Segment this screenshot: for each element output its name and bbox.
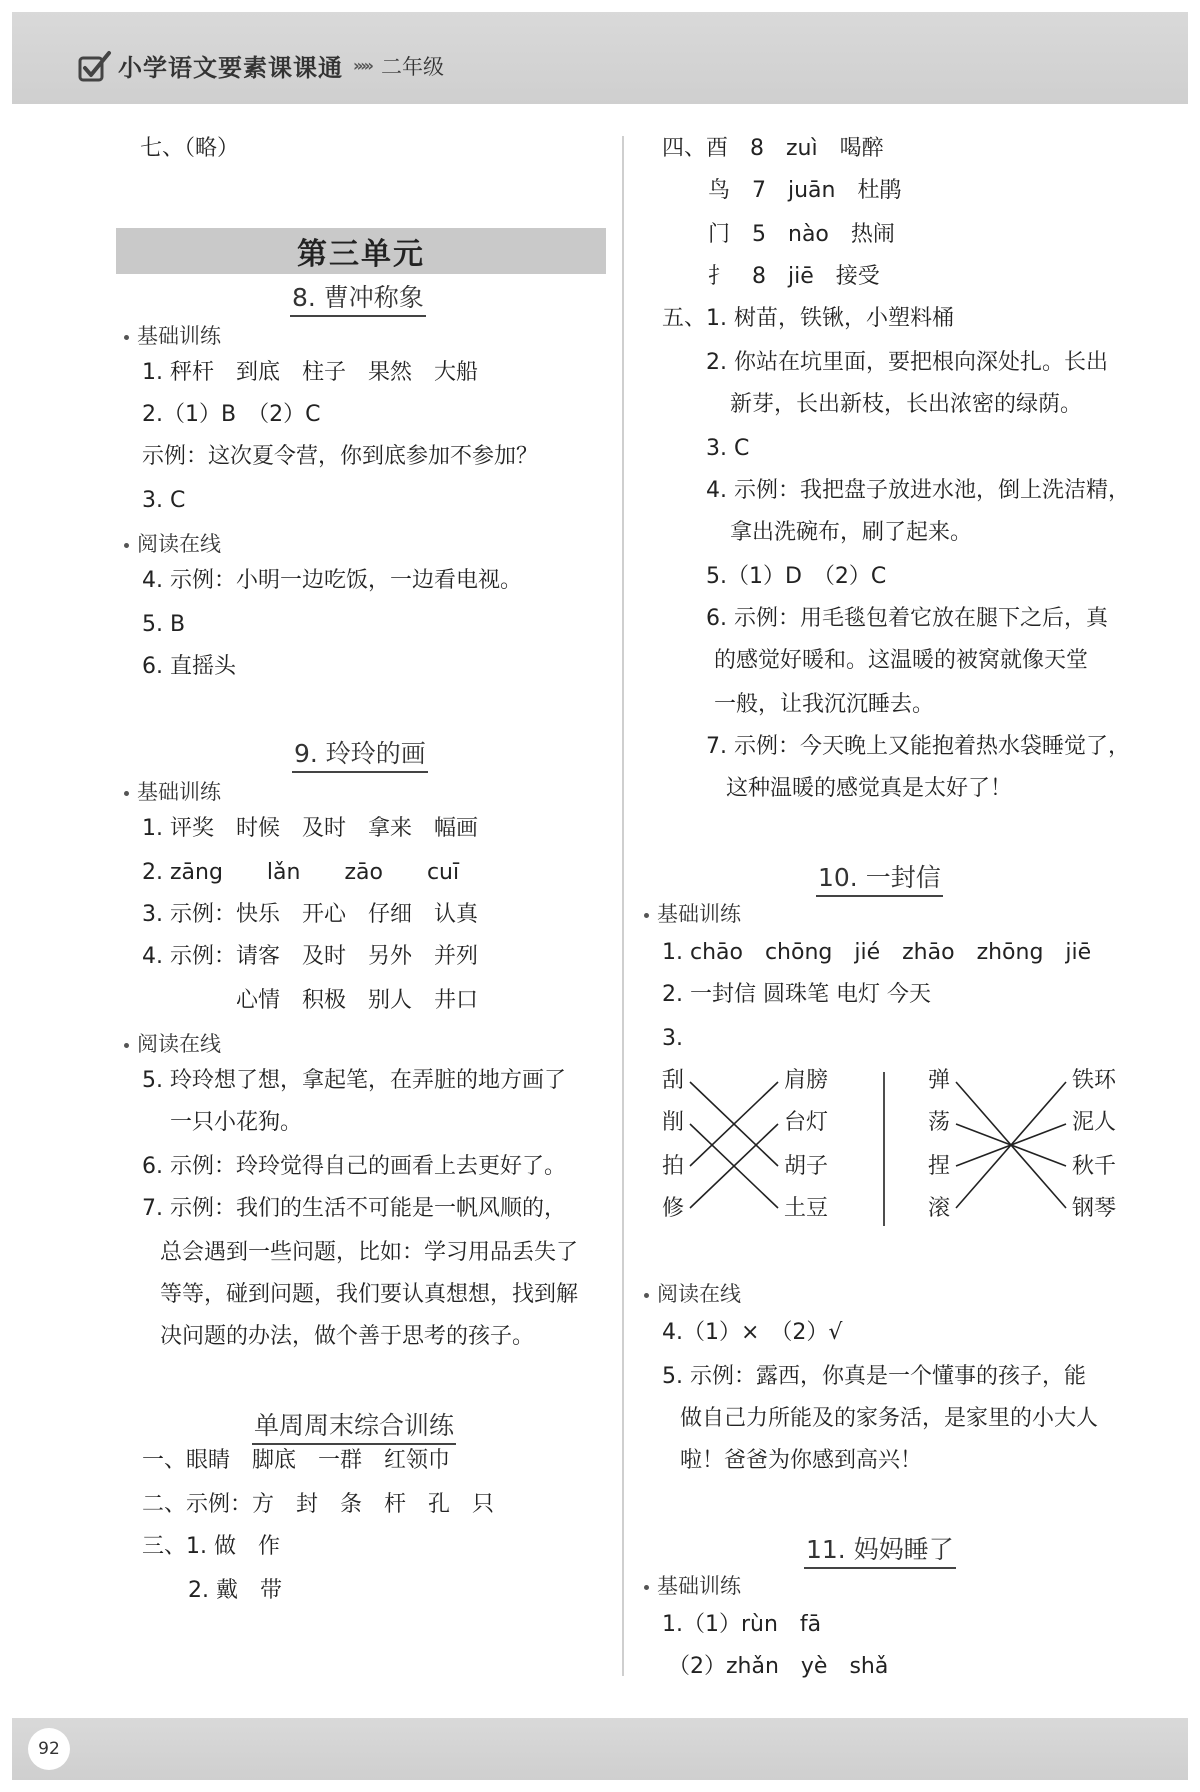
answer-line: 2. 一封信 圆珠笔 电灯 今天 <box>662 982 931 1007</box>
answer-line: 6. 直摇头 <box>142 654 236 679</box>
section-reading-online: 阅读在线 <box>644 1280 741 1308</box>
answer-line: 4. 示例：请客 及时 另外 并列 <box>142 944 478 969</box>
answer-line: 5. B <box>142 612 186 637</box>
answer-line: 6. 示例：玲玲觉得自己的画看上去更好了。 <box>142 1154 566 1179</box>
answer-line: 一只小花狗。 <box>170 1110 303 1135</box>
answer-line: 1.（1）rùn fā <box>662 1612 822 1637</box>
match-left-word: 胡子 <box>784 1154 829 1179</box>
answer-line: 啦！爸爸为你感到高兴！ <box>680 1448 923 1473</box>
answer-line: 2. 戴 带 <box>188 1578 282 1603</box>
answer-line: 扌 8 jiē 接受 <box>708 264 880 289</box>
bullet-icon <box>124 335 129 340</box>
match-right-word: 钢琴 <box>1072 1196 1117 1221</box>
answer-line: 5. 示例：露西，你真是一个懂事的孩子，能 <box>662 1364 1086 1389</box>
match-right-char: 捏 <box>928 1154 951 1179</box>
answer-line: 2. zāng lǎn zāo cuī <box>142 860 460 885</box>
answer-line: 示例：这次夏令营，你到底参加不参加？ <box>142 444 539 469</box>
column-divider <box>622 136 624 1676</box>
answer-line: 三、1. 做 作 <box>142 1534 280 1559</box>
bullet-icon <box>124 791 129 796</box>
section-basic-training: 基础训练 <box>124 778 221 806</box>
answer-line: 3. <box>662 1026 683 1051</box>
answer-line: 四、酉 8 zuì 喝醉 <box>662 136 884 161</box>
match-right-word: 铁环 <box>1072 1068 1117 1093</box>
answer-line: 心情 积极 别人 井口 <box>236 988 479 1013</box>
footer-band <box>12 1718 1188 1780</box>
lesson-10-title: 10. 一封信 <box>816 862 943 897</box>
bullet-icon <box>644 1293 649 1298</box>
section-basic-training: 基础训练 <box>124 322 221 350</box>
match-left-char: 拍 <box>662 1154 685 1179</box>
match-left-char: 刮 <box>662 1068 685 1093</box>
answer-line: 鸟 7 juān 杜鹃 <box>708 178 902 203</box>
answer-line: 3. 示例：快乐 开心 仔细 认真 <box>142 902 478 927</box>
answer-line: 五、1. 树苗，铁锹，小塑料桶 <box>662 306 954 331</box>
match-right-char: 弹 <box>928 1068 951 1093</box>
bullet-icon <box>644 1585 649 1590</box>
answer-line: 1. 评奖 时候 及时 拿来 幅画 <box>142 816 478 841</box>
answer-line: 拿出洗碗布，刷了起来。 <box>730 520 973 545</box>
lesson-9-title: 9. 玲玲的画 <box>292 738 428 773</box>
section-basic-training: 基础训练 <box>644 900 741 928</box>
answer-q7: 七、（略） <box>140 136 240 161</box>
answer-line: （2）zhǎn yè shǎ <box>668 1654 889 1679</box>
match-right-word: 泥人 <box>1072 1110 1117 1135</box>
answer-line: 5. 玲玲想了想，拿起笔，在弄脏的地方画了 <box>142 1068 566 1093</box>
answer-line: 4. 示例：我把盘子放进水池，倒上洗洁精， <box>706 478 1130 503</box>
match-left-char: 削 <box>662 1110 685 1135</box>
answer-line: 7. 示例：今天晚上又能抱着热水袋睡觉了， <box>706 734 1130 759</box>
match-left-word: 台灯 <box>784 1110 829 1135</box>
answer-line: 决问题的办法，做个善于思考的孩子。 <box>160 1324 535 1349</box>
answer-line: 1. 秤杆 到底 柱子 果然 大船 <box>142 360 478 385</box>
bullet-icon <box>124 1043 129 1048</box>
chevrons-icon: ››››› <box>353 56 371 75</box>
match-right-char: 滚 <box>928 1196 951 1221</box>
answer-line: 3. C <box>706 436 750 461</box>
answer-line: 做自己力所能及的家务活，是家里的小大人 <box>680 1406 1099 1431</box>
answer-line: 等等，碰到问题，我们要认真想想，找到解 <box>160 1282 579 1307</box>
match-left-word: 土豆 <box>784 1196 829 1221</box>
answer-line: 5.（1）D （2）C <box>706 564 887 589</box>
answer-line: 门 5 nào 热闹 <box>708 222 895 247</box>
grade-label: 二年级 <box>380 54 444 79</box>
answer-line: 4. 示例：小明一边吃饭，一边看电视。 <box>142 568 522 593</box>
answer-line: 2. 你站在坑里面，要把根向深处扎。长出 <box>706 350 1108 375</box>
match-left-word: 肩膀 <box>784 1068 829 1093</box>
match-right-char: 荡 <box>928 1110 951 1135</box>
answer-line: 总会遇到一些问题，比如：学习用品丢失了 <box>160 1240 579 1265</box>
match-left-char: 修 <box>662 1196 685 1221</box>
match-right-word: 秋千 <box>1072 1154 1117 1179</box>
answer-line: 新芽，长出新枝，长出浓密的绿荫。 <box>730 392 1083 417</box>
page-number: 92 <box>28 1728 70 1770</box>
bullet-icon <box>124 543 129 548</box>
checkbox-check-icon <box>78 50 112 82</box>
book-title: 小学语文要素课课通 <box>118 54 343 82</box>
answer-line: 这种温暖的感觉真是太好了！ <box>726 776 1013 801</box>
bullet-icon <box>644 913 649 918</box>
lesson-8-title: 8. 曹冲称象 <box>290 282 426 317</box>
unit-title: 第三单元 <box>116 228 606 274</box>
answer-line: 一般，让我沉沉睡去。 <box>714 692 935 717</box>
answer-line: 3. C <box>142 488 186 513</box>
answer-line: 2.（1）B （2）C <box>142 402 321 427</box>
weekly-training-title: 单周周末综合训练 <box>252 1410 456 1445</box>
lesson-11-title: 11. 妈妈睡了 <box>804 1534 956 1569</box>
answer-line: 1. chāo chōng jié zhāo zhōng jiē <box>662 940 1092 965</box>
section-basic-training: 基础训练 <box>644 1572 741 1600</box>
answer-line: 一、眼睛 脚底 一群 红领巾 <box>142 1448 451 1473</box>
answer-line: 6. 示例：用毛毯包着它放在腿下之后，真 <box>706 606 1108 631</box>
section-reading-online: 阅读在线 <box>124 530 221 558</box>
answer-line: 的感觉好暖和。这温暖的被窝就像天堂 <box>714 648 1089 673</box>
section-reading-online: 阅读在线 <box>124 1030 221 1058</box>
answer-line: 二、示例：方 封 条 杆 孔 只 <box>142 1492 495 1517</box>
answer-line: 7. 示例：我们的生活不可能是一帆风顺的， <box>142 1196 566 1221</box>
answer-line: 4.（1）× （2）√ <box>662 1320 843 1345</box>
book-header <box>78 48 444 83</box>
